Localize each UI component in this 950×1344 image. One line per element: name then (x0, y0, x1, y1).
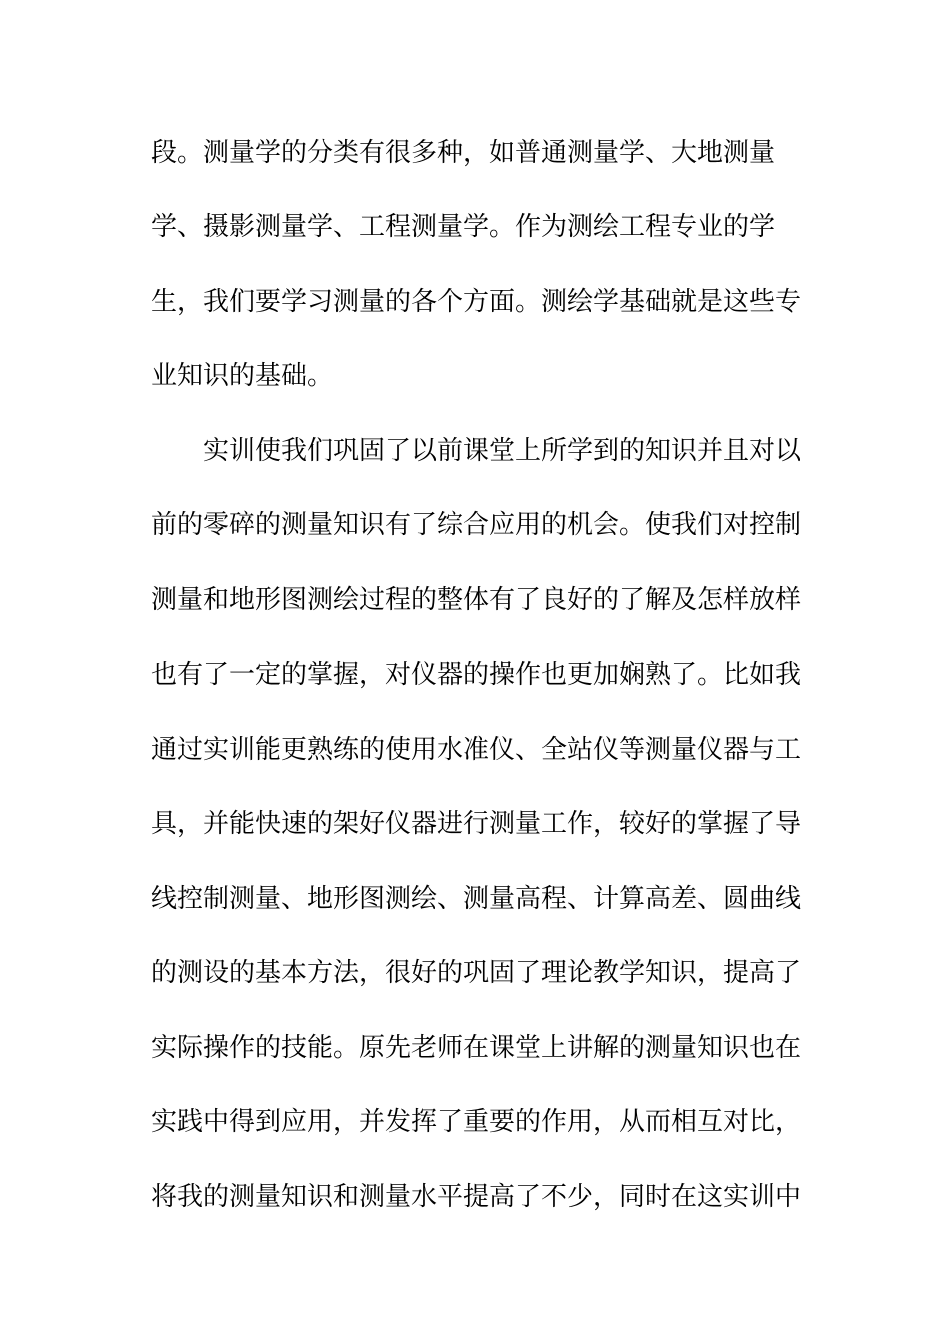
paragraph-2-line-6: 具，并能快速的架好仪器进行测量工作，较好的掌握了导 (151, 809, 802, 839)
paragraph-2-line-11: 将我的测量知识和测量水平提高了不少，同时在这实训中 (151, 1182, 802, 1212)
paragraph-2-line-5: 通过实训能更熟练的使用水准仪、全站仪等测量仪器与工 (151, 735, 802, 765)
paragraph-2-line-9: 实际操作的技能。原先老师在课堂上讲解的测量知识也在 (151, 1033, 802, 1063)
paragraph-1-line-3: 生，我们要学习测量的各个方面。测绘学基础就是这些专 (151, 287, 802, 317)
paragraph-2-line-4: 也有了一定的掌握，对仪器的操作也更加娴熟了。比如我 (151, 660, 802, 690)
paragraph-2-line-2: 前的零碎的测量知识有了综合应用的机会。使我们对控制 (151, 510, 802, 540)
paragraph-1-line-4: 业知识的基础。 (151, 361, 334, 391)
paragraph-2-line-10: 实践中得到应用，并发挥了重要的作用，从而相互对比， (151, 1107, 802, 1137)
paragraph-2-line-7: 线控制测量、地形图测绘、测量高程、计算高差、圆曲线 (151, 884, 802, 914)
paragraph-1-line-1: 段。测量学的分类有很多种，如普通测量学、大地测量 (151, 138, 776, 168)
paragraph-1-line-2: 学、摄影测量学、工程测量学。作为测绘工程专业的学 (151, 212, 776, 242)
paragraph-2-line-1: 实训使我们巩固了以前课堂上所学到的知识并且对以 (203, 436, 802, 466)
paragraph-2-line-8: 的测设的基本方法，很好的巩固了理论教学知识，提高了 (151, 958, 802, 988)
paragraph-2-line-3: 测量和地形图测绘过程的整体有了良好的了解及怎样放样 (151, 585, 802, 615)
